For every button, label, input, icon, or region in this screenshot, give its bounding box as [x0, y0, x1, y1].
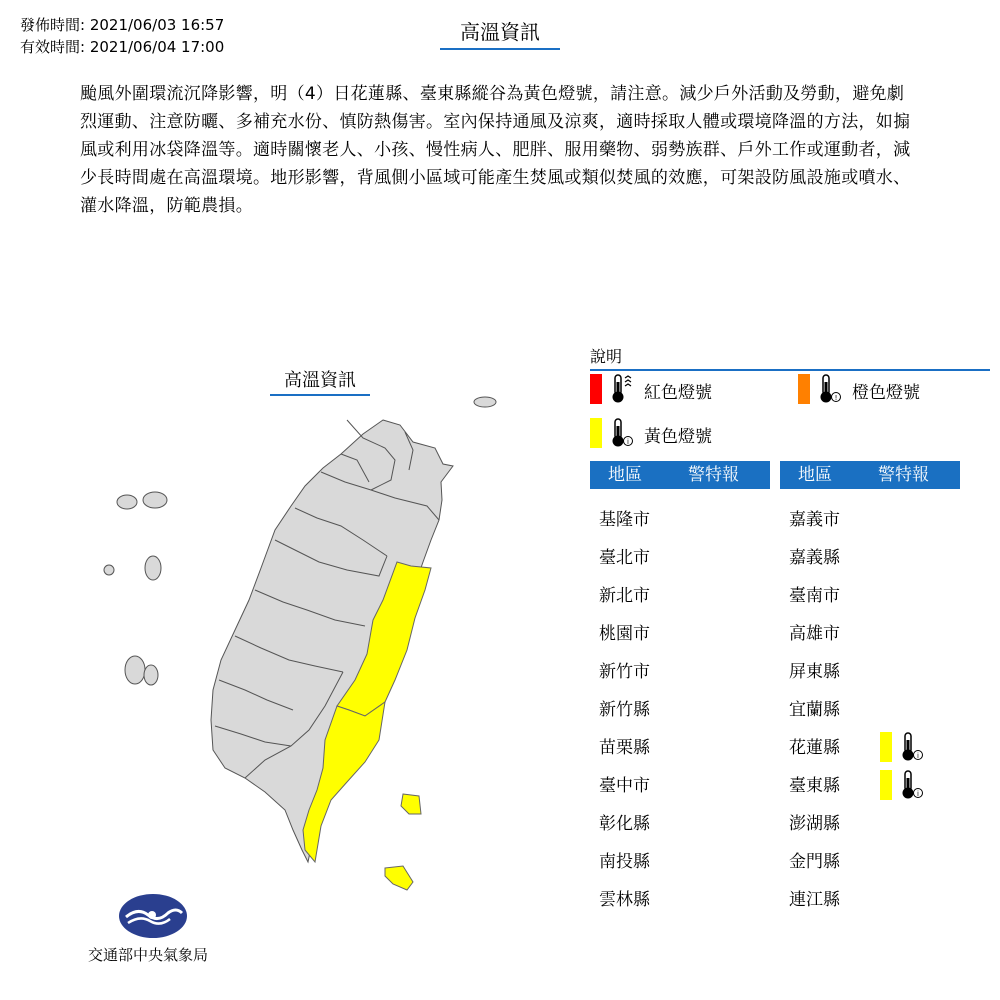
thermometer-info-icon: [898, 768, 924, 802]
taiwan-map: [95, 390, 505, 930]
header-region: 地區: [798, 465, 832, 485]
table-row: 金門縣: [789, 852, 840, 872]
warning-yellow-badge: [880, 770, 892, 800]
table-row: 新竹市: [599, 662, 650, 682]
table-row: 新北市: [599, 586, 650, 606]
table-row: 連江縣: [789, 890, 840, 910]
agency-name: 交通部中央氣象局: [88, 946, 209, 964]
valid-time: 有效時間: 2021/06/04 17:00: [20, 38, 225, 56]
table-row: 花蓮縣: [789, 738, 840, 758]
thermometer-high-icon: [608, 372, 634, 406]
legend-orange-label: 橙色燈號: [852, 383, 920, 403]
table-row: 新竹縣: [599, 700, 650, 720]
table-row: 臺中市: [599, 776, 650, 796]
region-lyudao: [401, 794, 421, 814]
table-row: 宜蘭縣: [789, 700, 840, 720]
table-header-right: [780, 461, 960, 489]
cwb-logo: [118, 893, 188, 939]
table-row: 桃園市: [599, 624, 650, 644]
legend-yellow-label: 黃色燈號: [644, 427, 712, 447]
table-row: 臺南市: [789, 586, 840, 606]
penghu-island: [143, 492, 167, 508]
svg-text:i: i: [917, 790, 919, 798]
description-text: 颱風外圍環流沉降影響，明（4）日花蓮縣、臺東縣縱谷為黃色燈號，請注意。減少戶外活動及勞動，避免劇烈運動、注意防曬、多補充水份、慎防熱傷害。室內保持通風及涼爽，適時採取人體或環境降溫的方法，如搧風或利用冰袋降溫等。適時關懷老人、小孩、慢性病人、肥胖、服用藥物、弱勢族群、戶外工作或運動者，減少長時間處在高溫環境。地形影響，背風側小區域可能產生焚風或類似焚風的效應，可架設防風設施或噴水、灌水降溫，防範農損。: [80, 84, 911, 216]
legend-red-swatch: [590, 374, 602, 404]
svg-text:!: !: [834, 394, 838, 402]
table-row: 屏東縣: [789, 662, 840, 682]
header-warning: 警特報: [688, 465, 739, 485]
guishan-island: [474, 397, 496, 407]
table-row: 嘉義市: [789, 510, 840, 530]
table-row: 雲林縣: [599, 890, 650, 910]
table-row: 高雄市: [789, 624, 840, 644]
region-lanyu: [385, 866, 413, 890]
header-region: 地區: [608, 465, 642, 485]
table-row: 苗栗縣: [599, 738, 650, 758]
thermometer-info-icon: [608, 416, 634, 450]
thermometer-info-icon: [898, 730, 924, 764]
svg-text:i: i: [627, 438, 629, 446]
table-row: 澎湖縣: [789, 814, 840, 834]
warning-yellow-badge: [880, 732, 892, 762]
table-row: 臺東縣: [789, 776, 840, 796]
legend-orange-swatch: [798, 374, 810, 404]
table-row: 基隆市: [599, 510, 650, 530]
table-row: 嘉義縣: [789, 548, 840, 568]
table-header-left: [590, 461, 770, 489]
table-row: 南投縣: [599, 852, 650, 872]
table-row: 彰化縣: [599, 814, 650, 834]
legend-title: 說明: [590, 344, 990, 371]
legend-yellow-swatch: [590, 418, 602, 448]
issued-time: 發佈時間: 2021/06/03 16:57: [20, 16, 225, 34]
page-title: 高溫資訊: [440, 16, 560, 50]
thermometer-high-icon: [816, 372, 842, 406]
header-warning: 警特報: [878, 465, 929, 485]
legend-red-label: 紅色燈號: [644, 383, 712, 403]
table-row: 臺北市: [599, 548, 650, 568]
svg-text:i: i: [917, 752, 919, 760]
map-title: 高溫資訊: [270, 366, 370, 396]
